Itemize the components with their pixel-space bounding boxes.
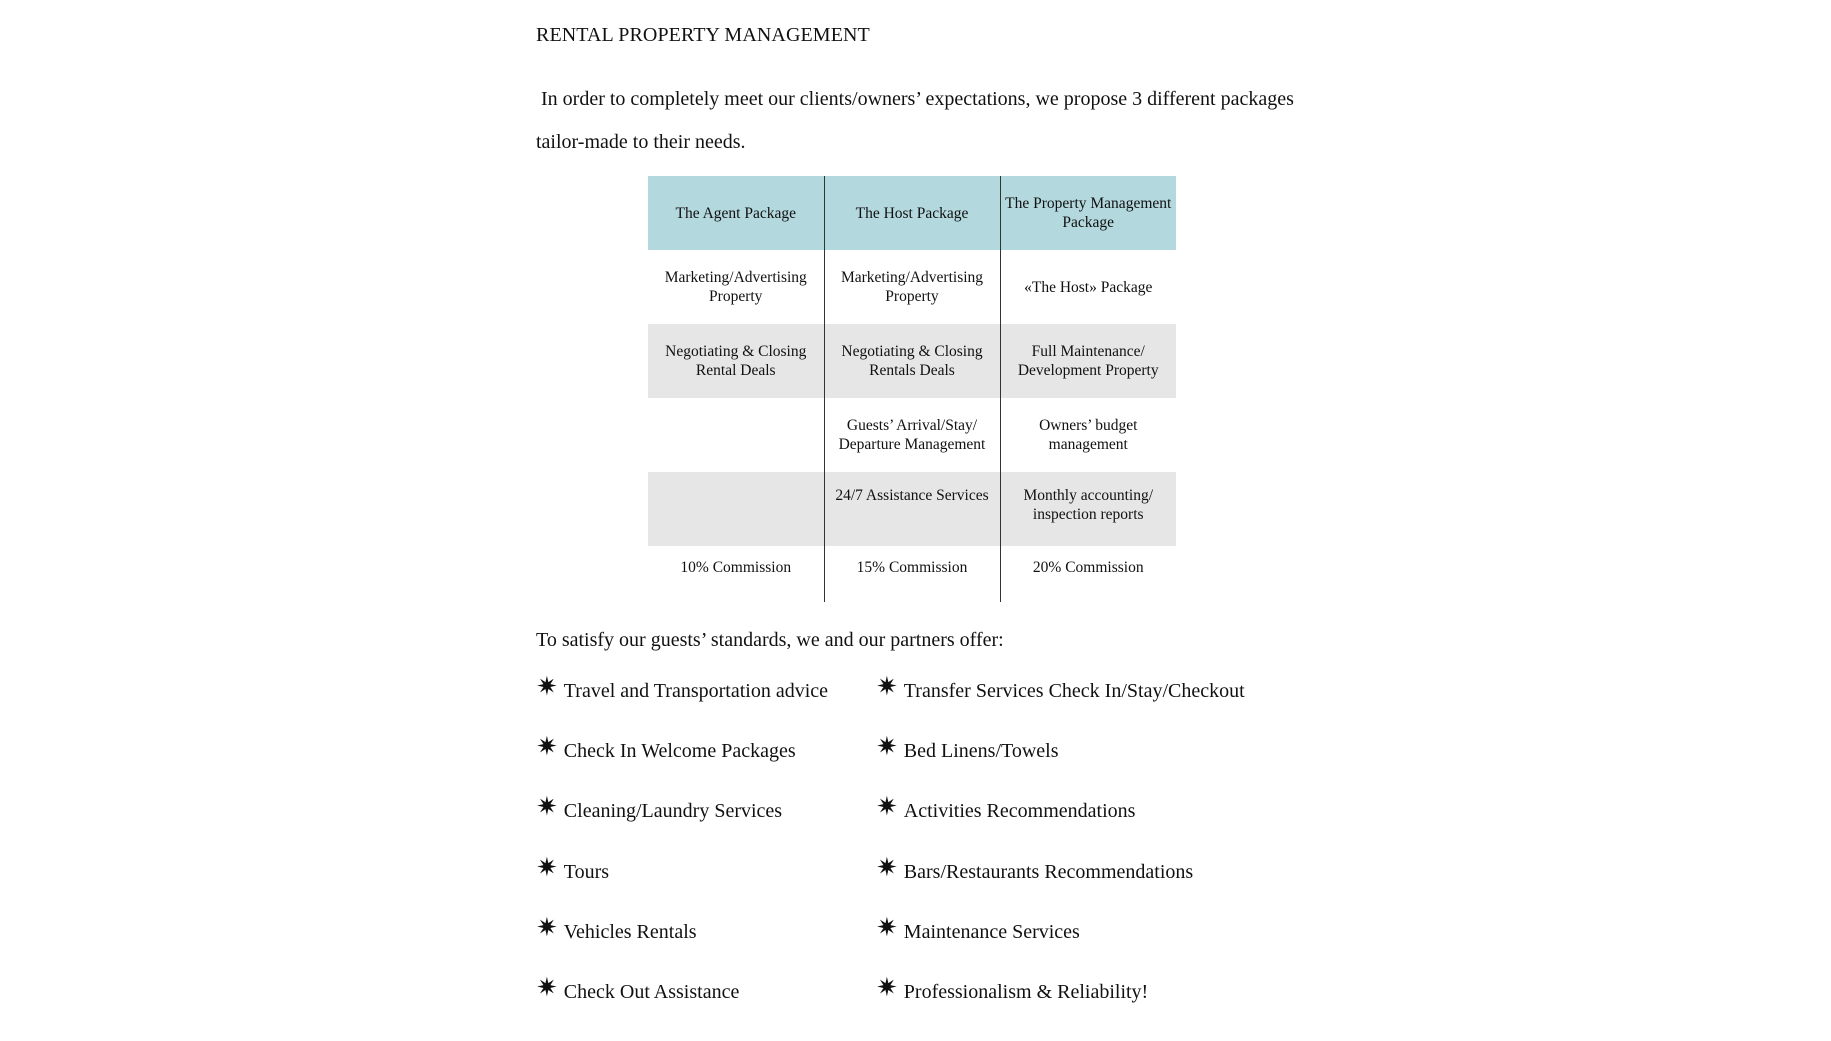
asterisk-star-icon: ✷ xyxy=(536,912,558,943)
services-row xyxy=(536,852,1296,921)
service-label: Check In Welcome Packages xyxy=(563,740,796,763)
table-cell xyxy=(648,472,824,546)
service-label: Bars/Restaurants Recommendations xyxy=(903,860,1194,883)
offer-intro-text: To satisfy our guests’ standards, we and our partners offer: xyxy=(536,629,1004,651)
services-row xyxy=(536,732,1296,800)
packages-table xyxy=(648,176,1176,602)
services-row xyxy=(536,792,1296,860)
table-cell: Full Maintenance/ Development Property xyxy=(1000,324,1176,398)
table-header-row xyxy=(648,176,1176,250)
service-label: Vehicles Rentals xyxy=(563,920,697,943)
service-label: Professionalism & Reliability! xyxy=(903,980,1149,1003)
table-cell: 15% Commission xyxy=(824,546,1000,602)
asterisk-star-icon: ✷ xyxy=(876,912,898,943)
table-row-commission xyxy=(648,546,1176,602)
table-row xyxy=(648,472,1176,546)
asterisk-star-icon: ✷ xyxy=(876,732,898,763)
list-item xyxy=(876,672,1245,703)
list-item xyxy=(876,852,1194,884)
table-cell: Monthly accounting/ inspection reports xyxy=(1000,472,1176,546)
asterisk-star-icon: ✷ xyxy=(536,972,558,1003)
service-label: Activities Recommendations xyxy=(903,800,1136,823)
list-item xyxy=(536,852,610,884)
asterisk-star-icon: ✷ xyxy=(536,852,558,883)
intro-line-2: tailor-made to their needs. xyxy=(536,131,746,153)
list-item xyxy=(536,972,740,1004)
table-row xyxy=(648,250,1176,324)
table-cell: 20% Commission xyxy=(1032,559,1144,576)
table-cell: Marketing/Advertising Property xyxy=(664,269,807,305)
table-cell: Guests’ Arrival/Stay/ Departure Management xyxy=(824,398,1000,472)
asterisk-star-icon: ✷ xyxy=(536,672,558,702)
services-row xyxy=(536,672,1296,740)
service-label: Bed Linens/Towels xyxy=(903,740,1059,763)
table-row xyxy=(648,398,1176,472)
asterisk-star-icon: ✷ xyxy=(536,732,558,763)
asterisk-star-icon: ✷ xyxy=(876,672,898,702)
asterisk-star-icon: ✷ xyxy=(876,852,898,883)
services-row xyxy=(536,912,1296,981)
service-label: Tours xyxy=(563,860,610,883)
services-row xyxy=(536,972,1296,1041)
table-cell: Owners’ budget management xyxy=(1039,417,1138,453)
table-cell xyxy=(648,398,824,472)
service-label: Check Out Assistance xyxy=(563,980,740,1003)
table-cell: Negotiating & Closing Rental Deals xyxy=(648,324,824,398)
list-item xyxy=(876,792,1136,823)
asterisk-star-icon: ✷ xyxy=(876,972,898,1003)
table-cell: 24/7 Assistance Services xyxy=(824,472,1000,546)
list-item xyxy=(536,672,829,703)
list-item xyxy=(536,792,783,823)
table-cell: Negotiating & Closing Rentals Deals xyxy=(824,324,1000,398)
list-item xyxy=(536,732,796,763)
intro-paragraph xyxy=(536,78,1296,164)
service-label: Maintenance Services xyxy=(903,920,1080,943)
list-item xyxy=(876,912,1080,944)
header-property-management-package: The Property Management Package xyxy=(1000,176,1176,250)
services-list xyxy=(536,672,1296,1041)
document-title: RENTAL PROPERTY MANAGEMENT xyxy=(536,24,870,46)
intro-line-1: In order to completely meet our clients/owners’ expectations, we propose 3 different packages xyxy=(541,88,1294,110)
header-agent-package: The Agent Package xyxy=(648,176,824,250)
header-host-package: The Host Package xyxy=(824,176,1000,250)
list-item xyxy=(876,972,1149,1004)
table-cell: «The Host» Package xyxy=(1024,278,1153,296)
table-cell: 10% Commission xyxy=(680,559,792,576)
table-cell: Marketing/Advertising Property xyxy=(824,250,1000,324)
document-page xyxy=(536,0,1296,1029)
service-label: Travel and Transportation advice xyxy=(563,680,829,702)
service-label: Transfer Services Check In/Stay/Checkout xyxy=(903,680,1245,702)
asterisk-star-icon: ✷ xyxy=(536,792,558,823)
asterisk-star-icon: ✷ xyxy=(876,792,898,823)
list-item xyxy=(536,912,697,944)
table-row xyxy=(648,324,1176,398)
list-item xyxy=(876,732,1059,763)
service-label: Cleaning/Laundry Services xyxy=(563,800,783,823)
